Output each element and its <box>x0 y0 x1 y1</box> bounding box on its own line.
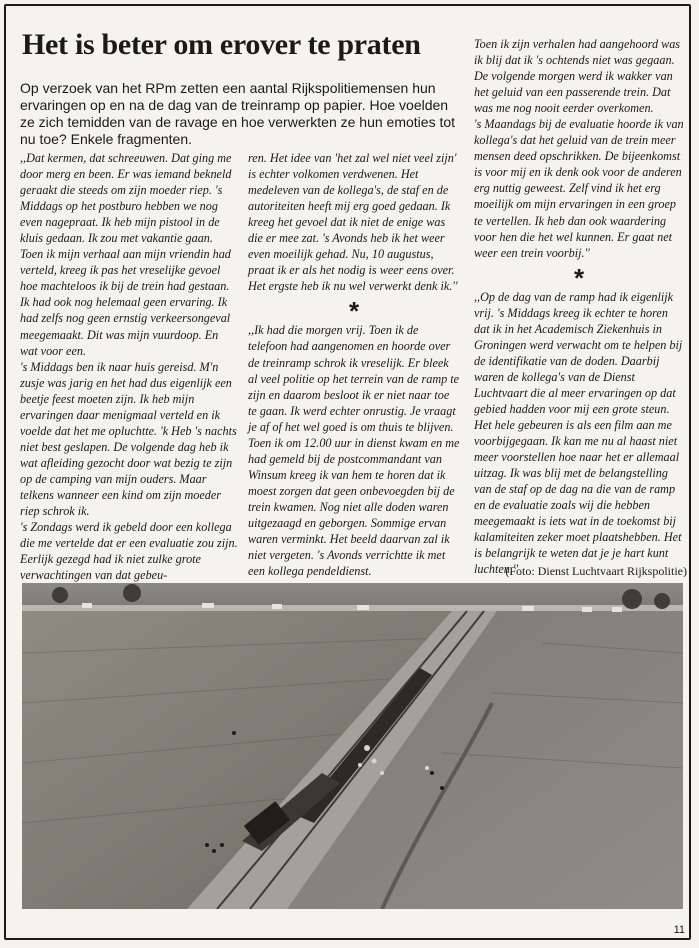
photo-credit: (Foto: Dienst Luchtvaart Rijkspolitie) <box>505 564 687 578</box>
col1-paragraph: Ik had ook nog helemaal geen ervaring. Ik had zelfs nog geen ernstig verkeersongeval meegemaakt. Dit was mijn vuurdoop. En wat voor een. <box>20 295 231 358</box>
section-asterisk: * <box>573 262 585 293</box>
train-crash-aerial-photo <box>22 583 683 909</box>
col1-paragraph: 's Zondags werd ik gebeld door een kollega die me vertelde dat er een evaluatie zou zijn. Eerlijk gezegd had ik niet zulke grote verwachtingen van dat gebeu- <box>20 520 238 583</box>
col2-paragraph: ,,Ik had die morgen vrij. Toen ik de telefoon had aangenomen en hoorde over de treinramp schrok ik vreselijk. Er bleek al veel politie op het terrein van de ramp te zijn en daarom besloot ik er niet naar toe te gaan. Ik werd echter onrustig. Je vraagt je af of het wel goed is om thuis te blijven. Toen ik om 12.00 uur in dienst kwam en me had gemeld bij de postcommandant van Winsum kreeg ik van hem te horen dat ik moest zorgen dat geen onbevoegden bij de trein kwamen. Nog niet alle doden waren uitgezaagd en geborgen. Sommige ervan waren verminkt. Het beeld daarvan zal ik niet vergeten. 's Avonds verrichtte ik met een kollega pendeldienst. <box>248 323 460 579</box>
column-2 <box>248 150 460 579</box>
col3-paragraph: 's Maandags bij de evaluatie hoorde ik van kollega's dat het geluid van de trein meer mensen deed opschrikken. De bijeenkomst is voor mij en ik denk ook voor de anderen erg nuttig geweest. Zelf vind ik het erg moeilijk om mijn ervaringen in een groep te vertellen. Ik heb dan ook waardering voor hen die het wel kunnen. Er gaat net weer een trein voorbij.'' <box>474 117 684 260</box>
col3-paragraph: Toen ik zijn verhalen had aangehoord was ik blij dat ik 's ochtends niet was gegaan. De volgende morgen werd ik wakker van het geluid van een passerende trein. Dat was me nog nooit eerder overkomen. <box>474 37 681 116</box>
section-asterisk: * <box>348 296 360 327</box>
page-number: 11 <box>673 924 685 936</box>
col1-paragraph: 's Middags ben ik naar huis gereisd. M'n zusje was jarig en het had dus eigenlijk een beetje feest moeten zijn. Ik heb mijn ervaringen daar menigmaal verteld en ik voelde dat het me opluchtte. 'k Heb 's nachts niet best geslapen. De volgende dag heb ik wat afleiding gezocht door wat bezig te zijn op de camping van mijn ouders. Maar telkens wanneer een kind om zijn moeder riep schrok ik. <box>20 359 237 519</box>
col3-paragraph: ,,Op de dag van de ramp had ik eigenlijk vrij. 's Middags kreeg ik echter te horen dat ik in het Academisch Ziekenhuis in Groningen werd verwacht om te helpen bij de identifikatie van de doden. Daarbij waren de kollega's van de Dienst Luchtvaart die al meer ervaringen op dat gebied hadden voor mij een grote steun. Het hele gebeuren is als een film aan me voorbijgegaan. Ik kan me nu al haast niet meer voorstellen hoe naar het er allemaal uitzag. Ik was blij met de belangstelling van de staf op de dag na die van de ramp en de evaluatie zoals wij die hebben meegemaakt is iets wat in de toekomst bij kalamiteiten zeker moet plaatshebben. Het is belangrijk te weten dat je je hart kunt luchten.'' <box>474 289 683 577</box>
intro-paragraph: Op verzoek van het RPm zetten een aantal Rijkspolitiemensen hun ervaringen op en na de dag van de treinramp op papier. Hoe voelden ze zich temidden van de ravage en hoe verwerkten ze hun emoties tot nu toe? Enkele fragmenten. <box>20 80 456 147</box>
headline: Het is beter om erover te praten <box>22 28 421 61</box>
col1-paragraph: ,,Dat kermen, dat schreeuwen. Dat ging me door merg en been. Er was iemand bekneld geraakt die steeds om zijn moeder riep. 's Middags op het postburo hebben we nog even nagepraat. Ik heb mijn pistool in de kluis gedaan. Ik zou met vakantie gaan. Toen ik mijn verhaal aan mijn vriendin had verteld, kreeg ik pas het vreselijke gevoel hoe machteloos ik bij de trein had gestaan. <box>20 151 232 294</box>
column-1 <box>20 150 238 583</box>
aerial-photo-drawing <box>22 583 683 909</box>
column-3 <box>474 36 684 578</box>
col2-paragraph: ren. Het idee van 'het zal wel niet veel zijn' is echter volkomen verdwenen. Het medeleven van de kollega's, de staf en de autoriteiten heeft mij erg goed gedaan. Ik kreeg het gevoel dat ik niet de enige was die er mee zat. 's Avonds heb ik het weer even moeilijk gehad. Nu, 10 augustus, praat ik er als het nodig is weer eens over. Het ergste heb ik nu wel verwerkt denk ik.'' <box>248 151 458 294</box>
